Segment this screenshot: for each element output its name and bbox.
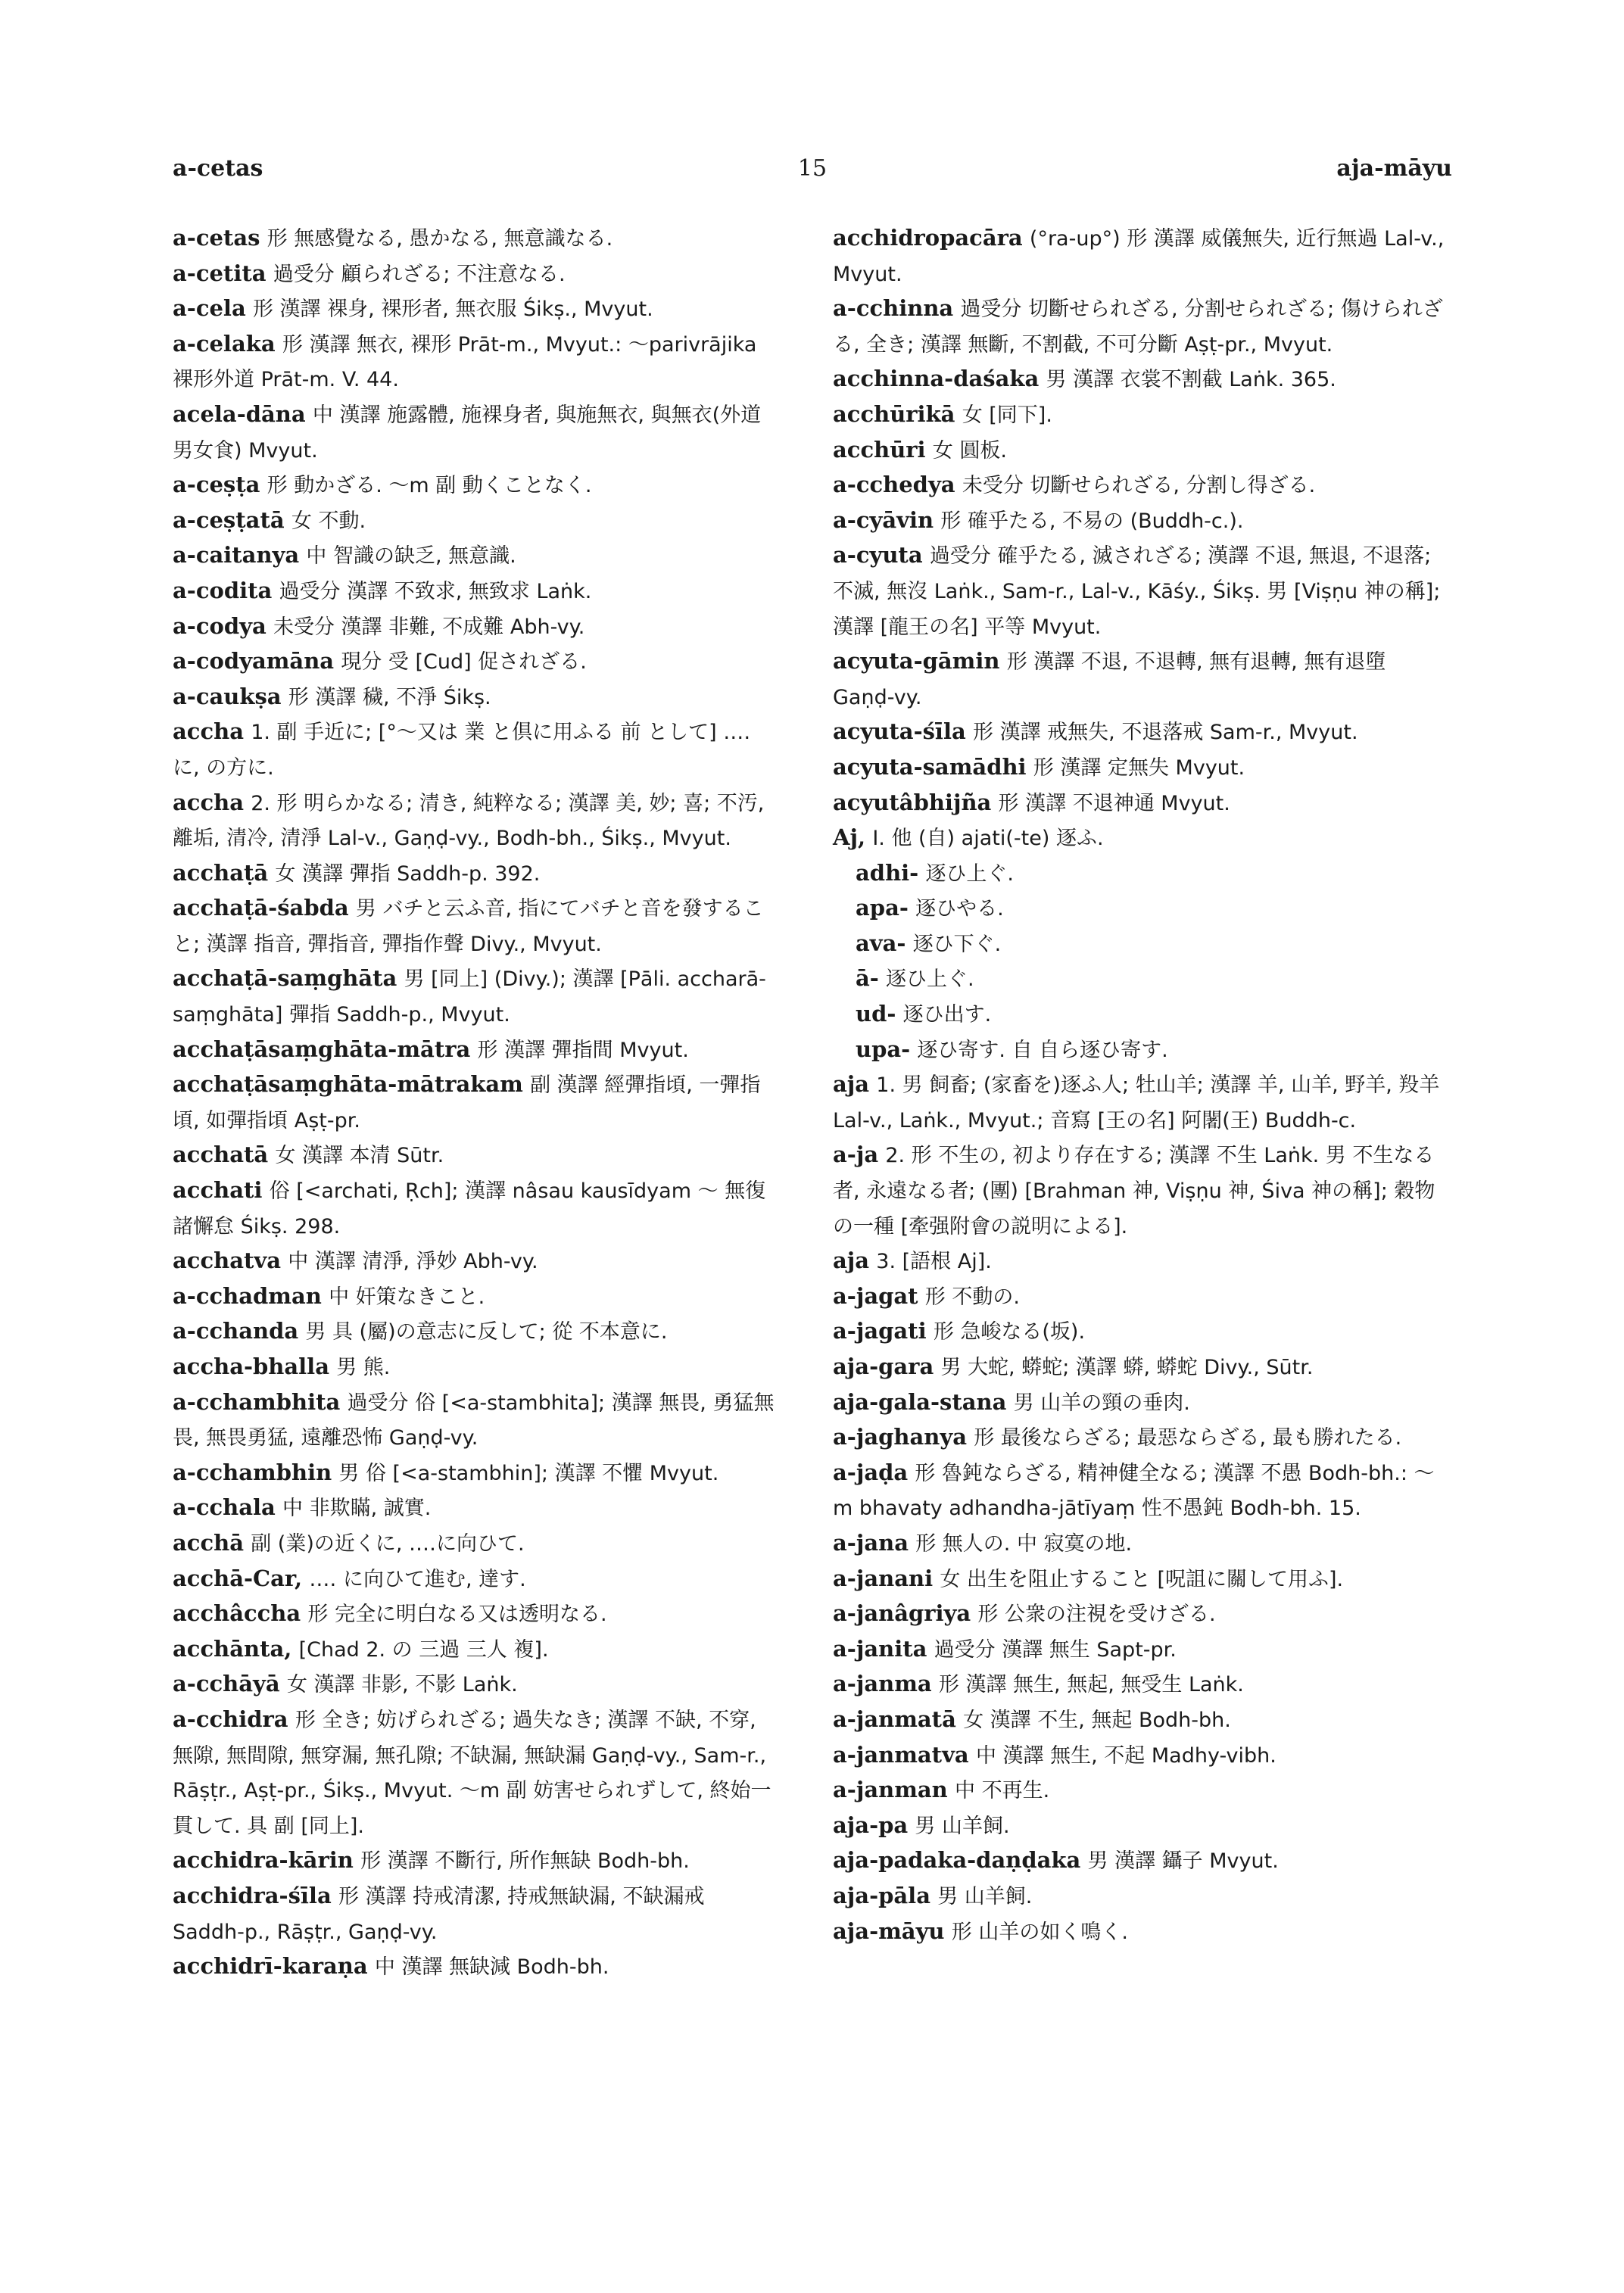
dictionary-entry bbox=[173, 1703, 775, 1843]
entry-definition: 形 急峻なる(坂). bbox=[933, 1320, 1086, 1344]
entry-definition: 男 俗 [<a-stambhin]; 漢譯 不懼 Mvyut. bbox=[338, 1461, 719, 1485]
entry-headword: acchidra-śīla bbox=[173, 1882, 332, 1908]
dictionary-entry bbox=[833, 1773, 1454, 1809]
entry-headword: acyuta-śīla bbox=[833, 718, 966, 745]
dictionary-entry bbox=[833, 961, 1454, 997]
dictionary-entry bbox=[173, 1949, 775, 1985]
dictionary-entry bbox=[173, 1350, 775, 1385]
dictionary-entry bbox=[173, 397, 775, 468]
dictionary-entry bbox=[173, 644, 775, 680]
dictionary-entry bbox=[173, 574, 775, 609]
entry-definition: 形 漢譯 不退, 不退轉, 無有退轉, 無有退墮 Gaṇḍ-vy. bbox=[833, 650, 1386, 709]
dictionary-entry bbox=[833, 1562, 1454, 1597]
entry-headword: a-cyāvin bbox=[833, 506, 934, 533]
dictionary-entry bbox=[833, 1703, 1454, 1738]
entry-headword: a-jagati bbox=[833, 1318, 927, 1344]
entry-headword: a-jaḍa bbox=[833, 1459, 909, 1485]
entry-definition: 男 大蛇, 蟒蛇; 漢譯 蟒, 蟒蛇 Divy., Sūtr. bbox=[940, 1356, 1314, 1379]
entry-definition: 形 不動の. bbox=[924, 1285, 1020, 1309]
entry-definition: 男 漢譯 鑷子 Mvyut. bbox=[1087, 1849, 1279, 1874]
dictionary-entry bbox=[173, 1526, 775, 1562]
dictionary-entry bbox=[833, 1350, 1454, 1385]
dictionary-entry bbox=[173, 1456, 775, 1491]
entry-definition: 女 漢譯 彈指 Saddh-p. 392. bbox=[275, 861, 541, 886]
dictionary-entry bbox=[833, 891, 1454, 927]
dictionary-entry bbox=[173, 1843, 775, 1879]
entry-headword: apa- bbox=[856, 895, 909, 921]
entry-definition: 未受分 漢譯 非難, 不成難 Abh-vy. bbox=[273, 615, 585, 639]
entry-definition: 男 山羊飼. bbox=[937, 1884, 1033, 1908]
entry-definition: 女 出生を阻止すること [呪詛に關して用ふ]. bbox=[940, 1567, 1344, 1591]
entry-headword: accha bbox=[173, 789, 244, 815]
entry-definition: 逐ひ出す. bbox=[902, 1003, 992, 1027]
entry-definition: 中 奸策なきこと. bbox=[329, 1285, 485, 1309]
running-head bbox=[173, 155, 1452, 193]
entry-headword: a-jana bbox=[833, 1529, 909, 1556]
entry-definition: 男 漢譯 衣裳不割截 Laṅk. 365. bbox=[1046, 368, 1336, 392]
entry-headword: accha-bhalla bbox=[173, 1354, 329, 1379]
entry-headword: ā- bbox=[856, 965, 879, 992]
entry-headword: acchâccha bbox=[173, 1600, 301, 1627]
dictionary-entry bbox=[833, 1244, 1454, 1279]
dictionary-entry bbox=[833, 1279, 1454, 1315]
entry-definition: 2. 形 不生の, 初より存在する; 漢譯 不生 Laṅk. 男 不生なる者, 永遠なる者; (團) [Brahman 神, Viṣṇu 神, Śiva 神の稱]; 穀物の一種 [牽强附會の説明による]. bbox=[833, 1144, 1435, 1238]
entry-definition: 形 完全に明白なる又は透明なる. bbox=[307, 1603, 607, 1627]
entry-definition: 男 具 (屬)の意志に反して; 從 不本意に. bbox=[305, 1320, 668, 1344]
entry-definition: 逐ひ上ぐ. bbox=[925, 861, 1015, 886]
entry-definition: 中 不再生. bbox=[954, 1779, 1050, 1803]
entry-headword: acchinna-daśaka bbox=[833, 366, 1040, 392]
entry-definition: 女 漢譯 非影, 不影 Laṅk. bbox=[286, 1673, 518, 1697]
entry-headword: a-ja bbox=[833, 1142, 879, 1168]
entry-headword: aja-gara bbox=[833, 1354, 934, 1379]
entry-definition: 逐ひやる. bbox=[915, 897, 1004, 921]
entry-headword: a-janita bbox=[833, 1635, 927, 1662]
dictionary-entry bbox=[833, 1914, 1454, 1950]
entry-definition: 中 漢譯 施露體, 施裸身者, 與施無衣, 與無衣(外道男女食) Mvyut. bbox=[173, 403, 762, 463]
entry-headword: a-cchinna bbox=[833, 295, 954, 322]
entry-headword: ud- bbox=[856, 1001, 896, 1027]
entry-headword: a-cetita bbox=[173, 260, 267, 286]
dictionary-entry bbox=[173, 1244, 775, 1279]
dictionary-entry bbox=[833, 1667, 1454, 1703]
entry-definition: 男 山羊の頸の垂肉. bbox=[1013, 1391, 1190, 1415]
right-column bbox=[833, 221, 1454, 1949]
left-column bbox=[173, 221, 775, 1985]
dictionary-entry bbox=[173, 715, 775, 785]
entry-definition: 副 (業)の近くに, ‥‥に向ひて. bbox=[251, 1531, 525, 1556]
running-head-last-word: aja-māyu bbox=[1336, 155, 1452, 182]
entry-headword: acchidropacāra bbox=[833, 225, 1023, 251]
entry-definition: 2. 形 明らかなる; 清き, 純粹なる; 漢譯 美, 妙; 喜; 不汚, 離垢, 清冷, 清淨 Lal-v., Gaṇḍ-vy., Bodh-bh., Śikṣ., Mvyut. bbox=[173, 791, 765, 851]
dictionary-entry bbox=[173, 221, 775, 257]
entry-definition: 形 公衆の注視を受けざる. bbox=[977, 1603, 1216, 1627]
dictionary-entry bbox=[173, 1314, 775, 1350]
entry-definition: 形 全き; 妨げられざる; 過失なき; 漢譯 不缺, 不穿, 無隙, 無間隙, 無穿漏, 無孔隙; 不缺漏, 無缺漏 Gaṇḍ-vy., Sam-r., Rāṣṭr., Aṣṭ-pr., Śikṣ., Mvyut. 〜m 副 妨害せられずして, 終始一貫して. 具 副 [同上]. bbox=[173, 1708, 771, 1838]
entry-definition: 1. 副 手近に; [°〜又は 業 と倶に用ふる 前 として] ‥‥に, の方に. bbox=[173, 721, 751, 780]
entry-headword: a-janmatā bbox=[833, 1706, 956, 1732]
dictionary-entry bbox=[173, 1033, 775, 1068]
entry-headword: acchaṭā-saṃghāta bbox=[173, 965, 397, 992]
entry-definition: 俗 [<archati, Ṛch]; 漢譯 nâsau kausīdyam 〜 無復諸懈怠 Śikṣ. 298. bbox=[173, 1179, 766, 1238]
entry-headword: a-cchambhin bbox=[173, 1459, 332, 1485]
entry-headword: a-janma bbox=[833, 1671, 932, 1697]
entry-definition: 形 漢譯 定無失 Mvyut. bbox=[1033, 756, 1245, 780]
dictionary-entry bbox=[833, 1067, 1454, 1138]
entry-definition: 女 [同下]. bbox=[962, 403, 1052, 427]
dictionary-entry bbox=[833, 997, 1454, 1033]
entry-definition: 形 確乎たる, 不易の (Buddh-c.). bbox=[940, 509, 1244, 533]
entry-definition: 形 漢譯 穢, 不淨 Śikṣ. bbox=[288, 685, 491, 709]
dictionary-entry bbox=[173, 1879, 775, 1949]
entry-headword: aja-gala-stana bbox=[833, 1388, 1007, 1415]
entry-headword: Aj, bbox=[833, 824, 866, 851]
entry-headword: a-caukṣa bbox=[173, 683, 282, 709]
entry-definition: 過受分 切斷せられざる, 分割せられざる; 傷けられざる, 全き; 漢譯 無斷, 不割截, 不可分斷 Aṣṭ-pr., Mvyut. bbox=[833, 298, 1443, 357]
dictionary-entry bbox=[173, 257, 775, 292]
entry-headword: a-janman bbox=[833, 1777, 948, 1803]
entry-definition: [Chad 2. の 三過 三人 複]. bbox=[298, 1637, 549, 1662]
dictionary-entry bbox=[173, 468, 775, 503]
entry-definition: 男 [同上] (Divy.); 漢譯 [Pāli. accharā-saṃghāta] 彈指 Saddh-p., Mvyut. bbox=[173, 967, 766, 1027]
entry-headword: acchidrī-karaṇa bbox=[173, 1953, 368, 1980]
entry-definition: 形 漢譯 不斷行, 所作無缺 Bodh-bh. bbox=[360, 1849, 690, 1874]
entry-definition: 形 漢譯 戒無失, 不退落戒 Sam-r., Mvyut. bbox=[972, 721, 1358, 745]
entry-definition: 逐ひ上ぐ. bbox=[886, 967, 974, 992]
entry-headword: acchaṭāsaṃghāta-mātra bbox=[173, 1036, 471, 1062]
entry-headword: aja-pāla bbox=[833, 1882, 930, 1908]
dictionary-entry bbox=[173, 1067, 775, 1138]
entry-headword: ava- bbox=[856, 930, 906, 956]
entry-definition: 過受分 漢譯 無生 Sapt-pr. bbox=[934, 1637, 1177, 1662]
entry-definition: 3. [語根 Aj]. bbox=[876, 1250, 992, 1274]
dictionary-entry bbox=[173, 609, 775, 645]
dictionary-entry bbox=[833, 503, 1454, 539]
dictionary-entry bbox=[833, 821, 1454, 856]
entry-definition: 形 山羊の如く鳴く. bbox=[951, 1920, 1128, 1944]
entry-headword: upa- bbox=[856, 1036, 911, 1062]
entry-definition: 女 不動. bbox=[291, 509, 366, 533]
entry-headword: acchānta, bbox=[173, 1635, 292, 1662]
entry-headword: acchaṭā bbox=[173, 859, 269, 886]
entry-definition: 1. 男 飼畜; (家畜を)逐ふ人; 牡山羊; 漢譯 羊, 山羊, 野羊, 羖羊 Lal-v., Laṅk., Mvyut.; 音寫 [王の名] 阿闍(王) Buddh-c. bbox=[833, 1073, 1440, 1132]
entry-headword: a-jagat bbox=[833, 1282, 918, 1309]
entry-headword: a-cchambhita bbox=[173, 1388, 341, 1415]
entry-headword: acchati bbox=[173, 1177, 263, 1204]
entry-headword: adhi- bbox=[856, 859, 919, 886]
dictionary-entry bbox=[173, 1597, 775, 1632]
entry-definition: I. 他 (自) ajati(-te) 逐ふ. bbox=[872, 827, 1104, 851]
dictionary-entry bbox=[833, 750, 1454, 786]
entry-headword: a-caitanya bbox=[173, 542, 300, 569]
entry-headword: a-ceṣṭatā bbox=[173, 506, 285, 533]
entry-definition: 過受分 俗 [<a-stambhita]; 漢譯 無畏, 勇猛無畏, 無畏勇猛, 遠離恐怖 Gaṇḍ-vy. bbox=[173, 1391, 775, 1450]
entry-headword: acchatva bbox=[173, 1248, 282, 1274]
dictionary-entry bbox=[173, 538, 775, 574]
entry-definition: 過受分 顧られざる; 不注意なる. bbox=[273, 262, 566, 286]
entry-definition: 形 無感覺なる, 愚かなる, 無意識なる. bbox=[267, 227, 613, 251]
entry-headword: a-jaghanya bbox=[833, 1424, 967, 1450]
dictionary-entry bbox=[833, 1385, 1454, 1421]
entry-headword: acchūri bbox=[833, 436, 926, 463]
dictionary-entry bbox=[833, 1526, 1454, 1562]
dictionary-entry bbox=[833, 1033, 1454, 1068]
dictionary-entry bbox=[173, 503, 775, 539]
dictionary-entry bbox=[833, 1314, 1454, 1350]
entry-definition: 形 漢譯 無衣, 裸形 Prāt-m., Mvyut.: 〜parivrājika 裸形外道 Prāt-m. V. 44. bbox=[173, 332, 757, 392]
entry-headword: a-cchāyā bbox=[173, 1671, 280, 1697]
dictionary-entry bbox=[173, 961, 775, 1032]
entry-definition: 現分 受 [Cud] 促されざる. bbox=[341, 650, 587, 675]
entry-headword: aja-māyu bbox=[833, 1918, 945, 1944]
dictionary-entry bbox=[173, 327, 775, 397]
dictionary-entry bbox=[833, 786, 1454, 821]
entry-headword: a-cchedya bbox=[833, 472, 955, 498]
entry-definition: 過受分 漢譯 不致求, 無致求 Laṅk. bbox=[279, 579, 592, 603]
entry-headword: acela-dāna bbox=[173, 400, 306, 427]
entry-headword: a-codita bbox=[173, 577, 273, 603]
entry-definition: 形 無人の. 中 寂寞の地. bbox=[915, 1531, 1133, 1556]
dictionary-entry bbox=[833, 468, 1454, 503]
entry-headword: a-codya bbox=[173, 612, 267, 639]
entry-definition: 女 漢譯 不生, 無起 Bodh-bh. bbox=[963, 1708, 1231, 1732]
entry-headword: a-cetas bbox=[173, 225, 260, 251]
entry-definition: 中 智識の缺乏, 無意識. bbox=[306, 544, 516, 569]
entry-headword: a-janâgriya bbox=[833, 1600, 971, 1627]
dictionary-entry bbox=[833, 927, 1454, 962]
dictionary-entry bbox=[173, 291, 775, 327]
entry-headword: aja-padaka-daṇḍaka bbox=[833, 1847, 1081, 1874]
entry-definition: 男 山羊飼. bbox=[915, 1814, 1010, 1838]
entry-definition: 形 漢譯 裸身, 裸形者, 無衣服 Śikṣ., Mvyut. bbox=[252, 298, 653, 322]
entry-headword: acchūrikā bbox=[833, 400, 955, 427]
dictionary-entry bbox=[833, 397, 1454, 433]
dictionary-entry bbox=[833, 856, 1454, 892]
entry-headword: a-cchidra bbox=[173, 1706, 288, 1732]
entry-headword: acchaṭā-śabda bbox=[173, 895, 349, 921]
entry-definition: 形 最後ならざる; 最惡ならざる, 最も勝れたる. bbox=[974, 1426, 1402, 1450]
dictionary-entry bbox=[173, 680, 775, 715]
dictionary-entry bbox=[173, 786, 775, 856]
entry-definition: 中 漢譯 無缺減 Bodh-bh. bbox=[374, 1955, 609, 1980]
entry-headword: acchā bbox=[173, 1529, 244, 1556]
entry-definition: 男 熊. bbox=[336, 1356, 391, 1379]
dictionary-entry bbox=[173, 1667, 775, 1703]
dictionary-entry bbox=[173, 1562, 775, 1597]
dictionary-entry bbox=[833, 1420, 1454, 1456]
entry-definition: 中 漢譯 清淨, 淨妙 Abh-vy. bbox=[288, 1250, 538, 1274]
entry-headword: acyuta-gāmin bbox=[833, 648, 1000, 675]
entry-definition: 逐ひ寄す. 自 自ら逐ひ寄す. bbox=[917, 1038, 1168, 1062]
page-number: 15 bbox=[797, 155, 828, 182]
dictionary-entry bbox=[833, 1138, 1454, 1244]
entry-headword: acchatā bbox=[173, 1142, 269, 1168]
entry-headword: acchā-Car, bbox=[173, 1565, 303, 1591]
entry-headword: a-janani bbox=[833, 1565, 934, 1591]
running-head-first-word: a-cetas bbox=[173, 155, 263, 182]
entry-headword: acyutâbhijña bbox=[833, 789, 992, 815]
dictionary-entry bbox=[173, 856, 775, 892]
dictionary-entry bbox=[833, 291, 1454, 362]
entry-definition: 形 漢譯 持戒清潔, 持戒無缺漏, 不缺漏戒 Saddh-p., Rāṣṭr., Gaṇḍ-vy. bbox=[173, 1884, 705, 1944]
entry-headword: a-cyuta bbox=[833, 542, 923, 569]
entry-definition: 形 漢譯 彈指間 Mvyut. bbox=[477, 1038, 689, 1062]
dictionary-entry bbox=[173, 1279, 775, 1315]
entry-headword: a-celaka bbox=[173, 330, 276, 357]
dictionary-entry bbox=[833, 1809, 1454, 1844]
entry-definition: 副 漢譯 經彈指頃, 一彈指頃, 如彈指頃 Aṣṭ-pr. bbox=[173, 1073, 761, 1132]
entry-headword: a-janmatva bbox=[833, 1741, 969, 1768]
dictionary-entry bbox=[833, 1632, 1454, 1668]
dictionary-entry bbox=[833, 715, 1454, 750]
entry-definition: 逐ひ下ぐ. bbox=[912, 932, 1002, 956]
dictionary-entry bbox=[173, 891, 775, 961]
dictionary-entry bbox=[833, 433, 1454, 469]
entry-definition: 過受分 確乎たる, 滅されざる; 漢譯 不退, 無退, 不退落; 不滅, 無沒 Laṅk., Sam-r., Lal-v., Kāśy., Śikṣ. 男 [Viṣṇu 神の稱]; 漢譯 [龍王の名] 平等 Mvyut. bbox=[833, 544, 1441, 639]
entry-headword: aja bbox=[833, 1248, 870, 1274]
dictionary-entry bbox=[833, 1597, 1454, 1632]
entry-headword: a-cchala bbox=[173, 1494, 276, 1521]
dictionary-entry bbox=[173, 1632, 775, 1668]
entry-definition: 女 圓板. bbox=[932, 438, 1007, 463]
entry-headword: aja-pa bbox=[833, 1812, 909, 1838]
entry-definition: (°ra-up°) 形 漢譯 威儀無失, 近行無過 Lal-v., Mvyut. bbox=[833, 227, 1445, 286]
entry-definition: 男 バチと云ふ音, 指にてバチと音を發すること; 漢譯 指音, 彈指音, 彈指作聲 Divy., Mvyut. bbox=[173, 897, 764, 956]
entry-headword: a-cchadman bbox=[173, 1282, 322, 1309]
entry-headword: a-cchanda bbox=[173, 1318, 299, 1344]
dictionary-entry bbox=[833, 538, 1454, 644]
dictionary-entry bbox=[173, 1173, 775, 1244]
entry-definition: 形 漢譯 不退神通 Mvyut. bbox=[998, 791, 1230, 815]
entry-definition: 形 動かざる. 〜m 副 動くことなく. bbox=[267, 474, 592, 498]
entry-definition: 形 漢譯 無生, 無起, 無受生 Laṅk. bbox=[938, 1673, 1244, 1697]
entry-definition: ‥‥ に向ひて進む, 達す. bbox=[309, 1567, 526, 1591]
entry-headword: acchaṭāsaṃghāta-mātrakam bbox=[173, 1071, 523, 1098]
dictionary-entry bbox=[173, 1138, 775, 1173]
entry-headword: acyuta-samādhi bbox=[833, 753, 1027, 780]
entry-definition: 未受分 切斷せられざる, 分割し得ざる. bbox=[962, 474, 1316, 498]
entry-headword: aja bbox=[833, 1071, 870, 1098]
entry-definition: 女 漢譯 本清 Sūtr. bbox=[275, 1144, 444, 1168]
entry-headword: a-ceṣṭa bbox=[173, 472, 260, 498]
entry-headword: accha bbox=[173, 718, 244, 745]
entry-headword: a-codyamāna bbox=[173, 648, 335, 675]
dictionary-entry bbox=[833, 221, 1454, 291]
dictionary-entry bbox=[833, 1879, 1454, 1914]
dictionary-entry bbox=[833, 1843, 1454, 1879]
dictionary-entry bbox=[833, 362, 1454, 397]
entry-definition: 中 漢譯 無生, 不起 Madhy-vibh. bbox=[975, 1743, 1276, 1768]
entry-definition: 中 非欺瞞, 誠實. bbox=[282, 1497, 432, 1521]
entry-definition: 形 魯鈍ならざる, 精神健全なる; 漢譯 不愚 Bodh-bh.: 〜m bhavaty adhandha-jātīyaṃ 性不愚鈍 Bodh-bh. 15. bbox=[833, 1461, 1435, 1521]
entry-headword: acchidra-kārin bbox=[173, 1847, 354, 1874]
dictionary-entry bbox=[833, 1738, 1454, 1774]
dictionary-entry bbox=[833, 1456, 1454, 1526]
dictionary-entry bbox=[173, 1491, 775, 1526]
dictionary-entry bbox=[173, 1385, 775, 1456]
dictionary-entry bbox=[833, 644, 1454, 715]
entry-headword: a-cela bbox=[173, 295, 246, 322]
